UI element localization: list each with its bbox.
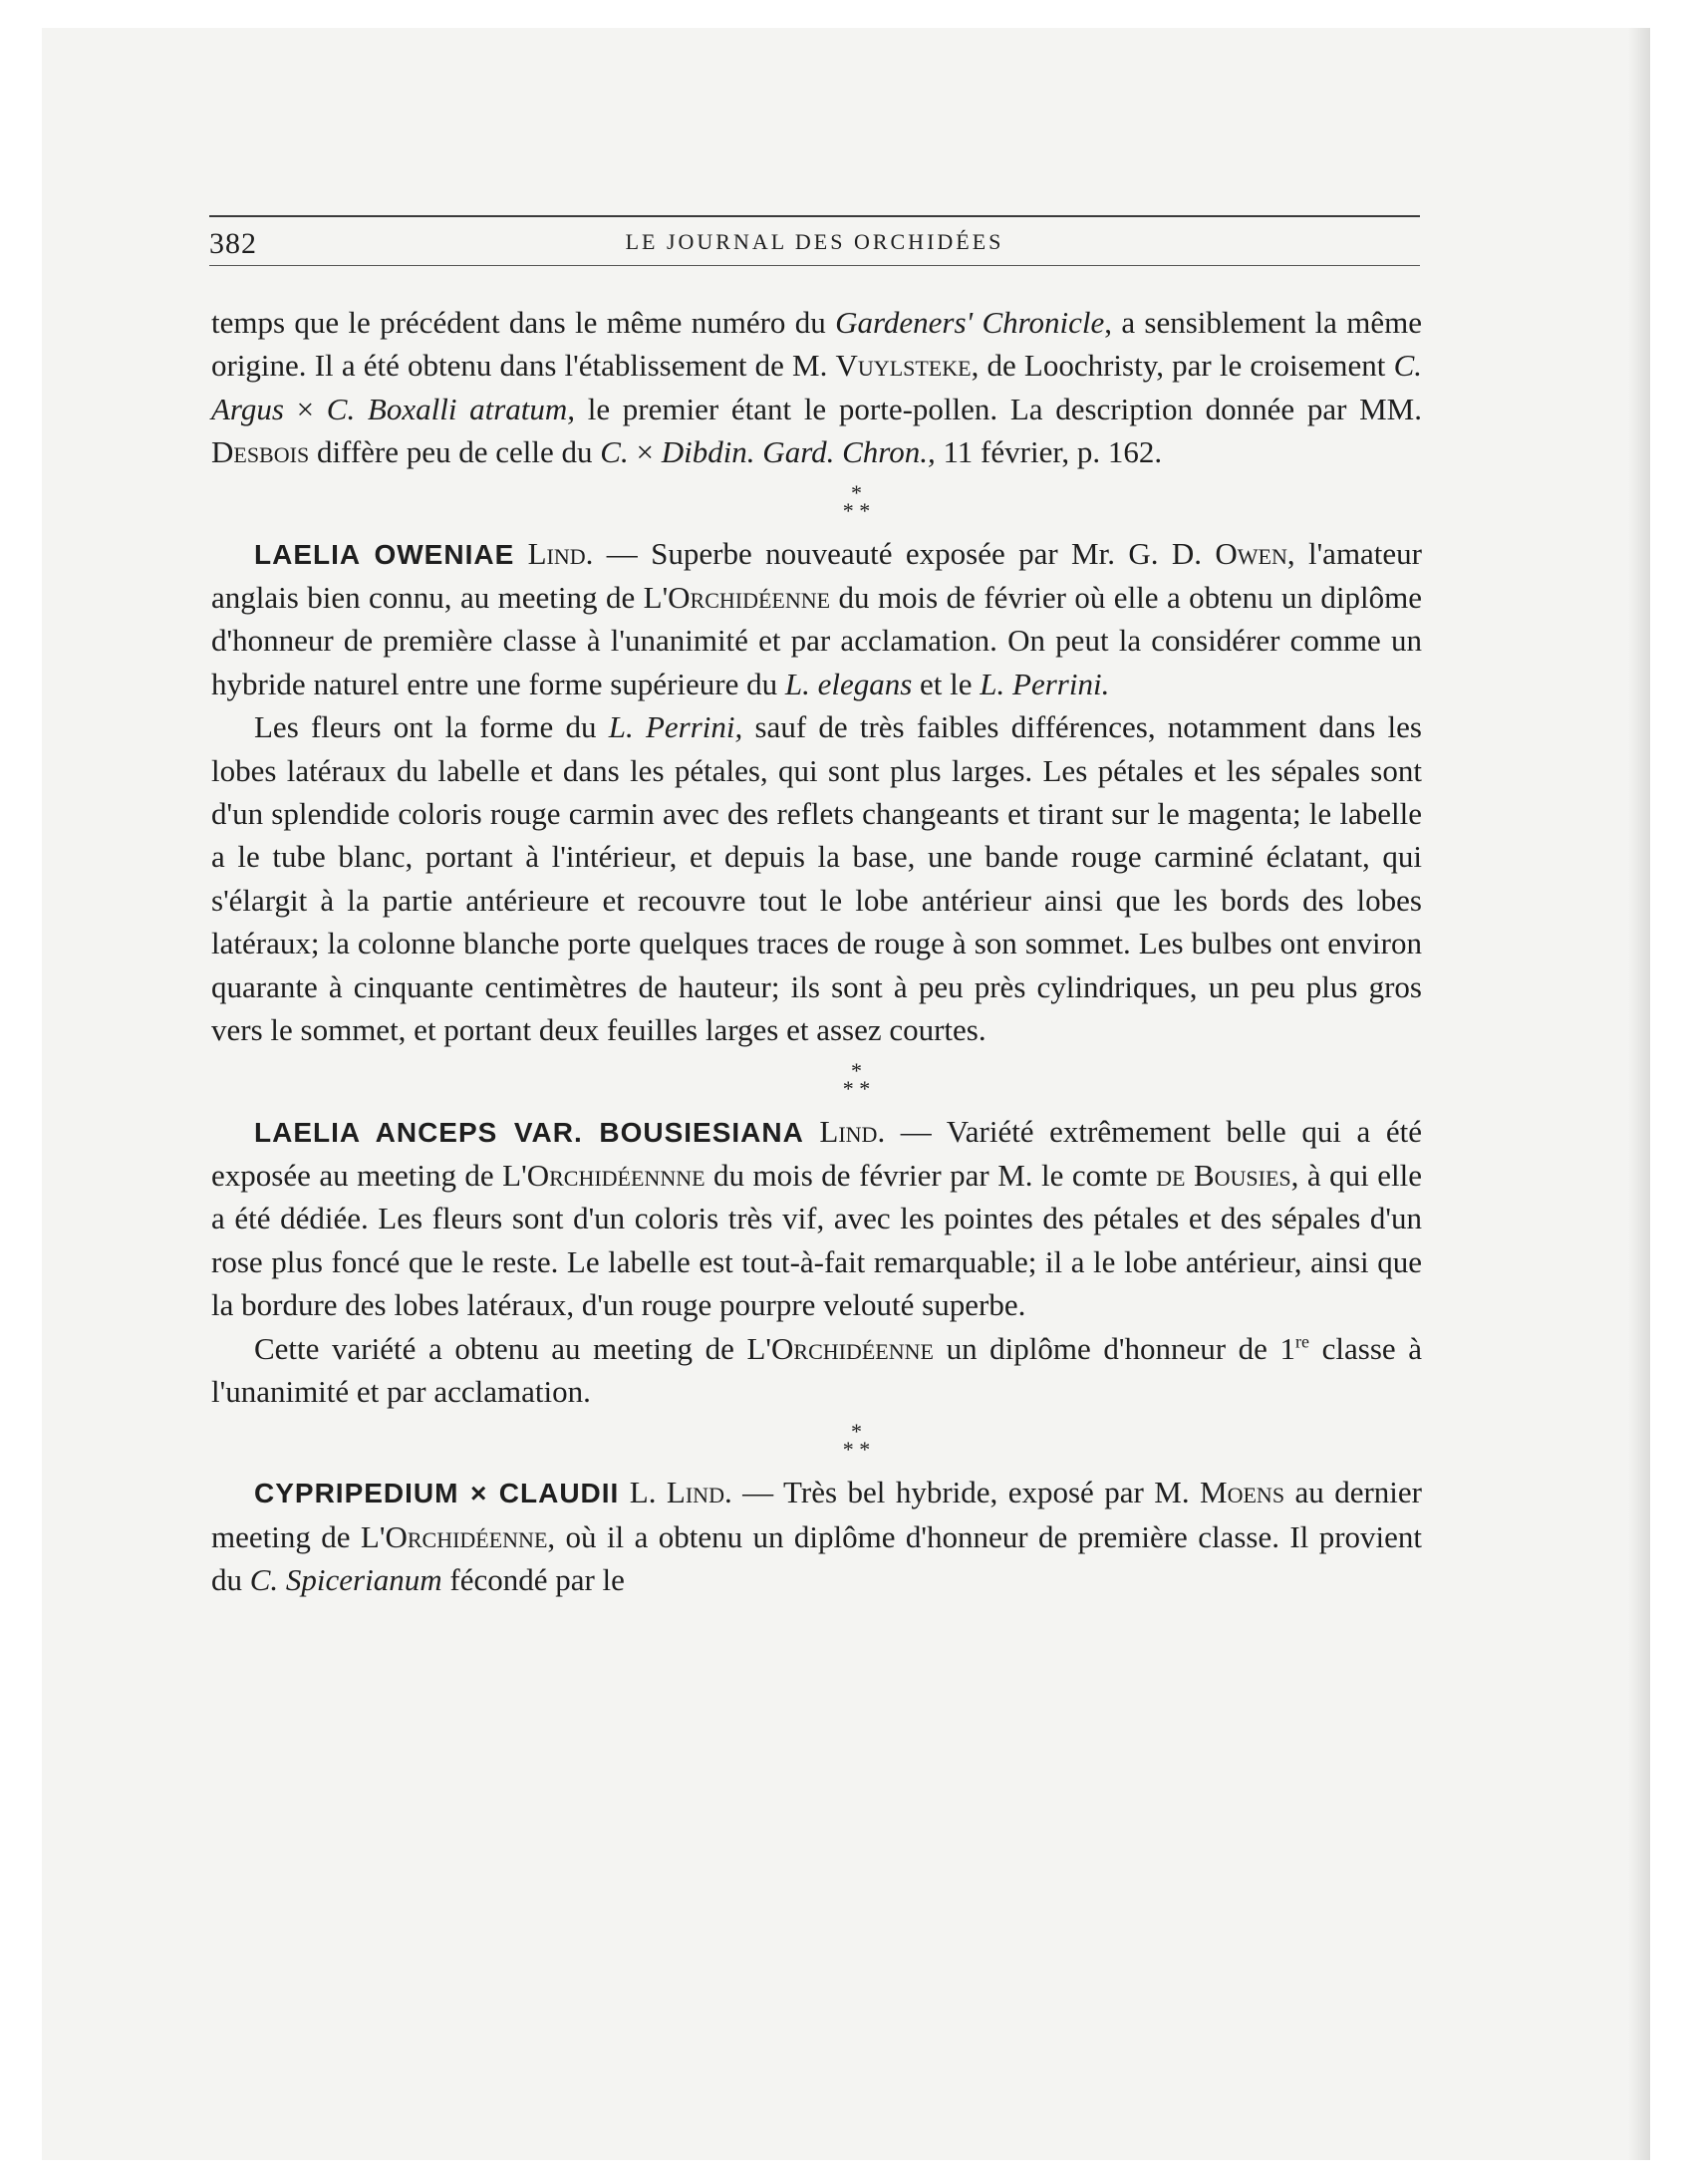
cross-symbol: × <box>628 434 662 470</box>
text-run: et le <box>912 666 981 701</box>
entry-title: CYPRIPEDIUM × CLAUDII <box>254 1478 620 1509</box>
text-run: fécondé par le <box>441 1562 625 1598</box>
italic-run: L. Perrini. <box>980 666 1110 701</box>
italic-run: C. <box>600 434 629 470</box>
text-run: classe à l'unanimité et par acclamation. <box>211 1330 1423 1409</box>
italic-run: C. Argus <box>211 348 1422 426</box>
paragraph <box>211 1327 1422 1414</box>
text-run: , où il a obtenu un diplôme d'honneur de première classe. Il provient du <box>211 1518 1423 1598</box>
entry-title: LAELIA ANCEPS VAR. BOUSIESIANA <box>254 1116 804 1148</box>
italic-run: C. Boxalli atratum, <box>326 391 576 426</box>
text-run: — Superbe nouveauté exposée par Mr. G. D. <box>593 535 1216 571</box>
asterism-bottom: * * <box>842 1075 871 1101</box>
asterism-divider <box>291 1413 1422 1471</box>
entry-cypripedium-claudii <box>211 1471 1422 1601</box>
asterism-bottom: * * <box>842 497 871 523</box>
name-smallcaps: Moens <box>1200 1475 1285 1510</box>
text-run: le premier étant le porte-pollen. La description donnée par MM. <box>575 391 1422 426</box>
running-title: LE JOURNAL DES ORCHIDÉES <box>625 229 1004 254</box>
name-smallcaps: de Bousies <box>1156 1157 1291 1193</box>
asterism-bottom: * * <box>842 1437 871 1463</box>
text-run: un diplôme d'honneur de 1 <box>933 1330 1296 1366</box>
header-rule-bottom <box>209 265 1420 266</box>
text-run: du mois de février où elle a obtenu un diplôme d'honneur de première classe à l'unanimité et par acclamation. On peut la considérer comme un hybride naturel entre une forme supérieure du <box>211 580 1422 701</box>
entry-laelia-anceps <box>211 1110 1422 1327</box>
entry-title: LAELIA OWENIAE <box>254 538 515 570</box>
text-run: , de Loochristy, par le croisement <box>971 348 1394 384</box>
italic-run: L. Perrini, <box>608 709 743 745</box>
running-header <box>209 205 1420 273</box>
text-run: du mois de février par M. le comte <box>704 1157 1157 1193</box>
text-run: temps que le précédent dans le même numéro du <box>211 305 836 340</box>
name-smallcaps: Vuylsteke <box>835 348 972 384</box>
italic-run: L. elegans <box>784 666 913 701</box>
page-number: 382 <box>209 227 257 260</box>
entry-author: Lind. <box>527 535 594 571</box>
entry-author: L. Lind. <box>629 1475 732 1510</box>
name-smallcaps: Orchidéenne <box>771 1330 934 1366</box>
asterism-top: * <box>851 1057 862 1083</box>
name-smallcaps: Orchidéenne <box>668 580 831 616</box>
body-text <box>211 301 1422 1602</box>
cross-symbol: × <box>283 391 327 426</box>
text-run: — Variété extrêmement belle qui a été exposée au meeting de L' <box>211 1113 1423 1193</box>
name-smallcaps: Orchidéenne <box>385 1518 548 1554</box>
entry-laelia-oweniae <box>211 532 1422 706</box>
asterism-top: * <box>851 1419 862 1445</box>
paragraph <box>211 705 1422 1051</box>
text-run: , à qui elle a été dédiée. Les fleurs sont d'un coloris très vif, avec les pointes des pétales et des sépales d'un rose plus foncé que le reste. Le labelle est tout-à-fait remarquable; il a le lobe antérieur, ainsi que la bordure des lobes latéraux, d'un rouge pourpre velouté superbe. <box>211 1157 1422 1323</box>
text-run: 11 février, p. 162. <box>935 434 1163 470</box>
asterism-top: * <box>851 479 862 505</box>
page-edge-shadow <box>1628 28 1650 2160</box>
superscript: re <box>1295 1331 1310 1352</box>
header-rule-top <box>209 215 1420 217</box>
text-run: sauf de très faibles différences, notamment dans les lobes latéraux du labelle et dans les pétales, qui sont plus larges. Les pétales et les sépales sont d'un splendide coloris rouge carmin avec des reflets changeants et tirant sur le magenta; le labelle a le tube blanc, portant à l'intérieur, et depuis la base, une bande rouge carminé éclatant, qui s'élargit à la partie antérieure et recouvre tout le lobe antérieur ainsi que les bords des lobes latéraux; la colonne blanche porte quelques traces de rouge à son sommet. Les bulbes ont environ quarante à cinquante centimètres de hauteur; ils sont à peu près cylindriques, un peu plus gros vers le sommet, et portant deux feuilles larges et assez courtes. <box>211 709 1422 1048</box>
text-run: au dernier meeting de L' <box>211 1475 1422 1554</box>
text-run: Cette variété a obtenu au meeting de L' <box>254 1330 772 1366</box>
text-run: — Très bel hybride, exposé par M. <box>731 1475 1201 1510</box>
entry-author: Lind. <box>819 1113 886 1149</box>
text-run: diffère peu de celle du <box>309 434 601 470</box>
continuation-paragraph <box>211 301 1422 474</box>
text-run: , a sensiblement la même origine. Il a été obtenu dans l'établissement de M. <box>211 305 1422 384</box>
name-smallcaps: Owen <box>1215 535 1287 571</box>
asterism-divider <box>291 474 1422 532</box>
text-run: , l'amateur anglais bien connu, au meeting de L' <box>211 535 1423 616</box>
italic-run: C. Spicerianum <box>249 1562 442 1598</box>
italic-run: Dibdin. Gard. Chron., <box>661 434 936 470</box>
name-smallcaps: Orchidéennne <box>526 1157 705 1193</box>
italic-run: Gardeners' Chronicle <box>835 305 1105 340</box>
name-smallcaps: Desbois <box>211 434 310 470</box>
text-run: Les fleurs ont la forme du <box>254 709 609 745</box>
asterism-divider <box>291 1052 1422 1110</box>
